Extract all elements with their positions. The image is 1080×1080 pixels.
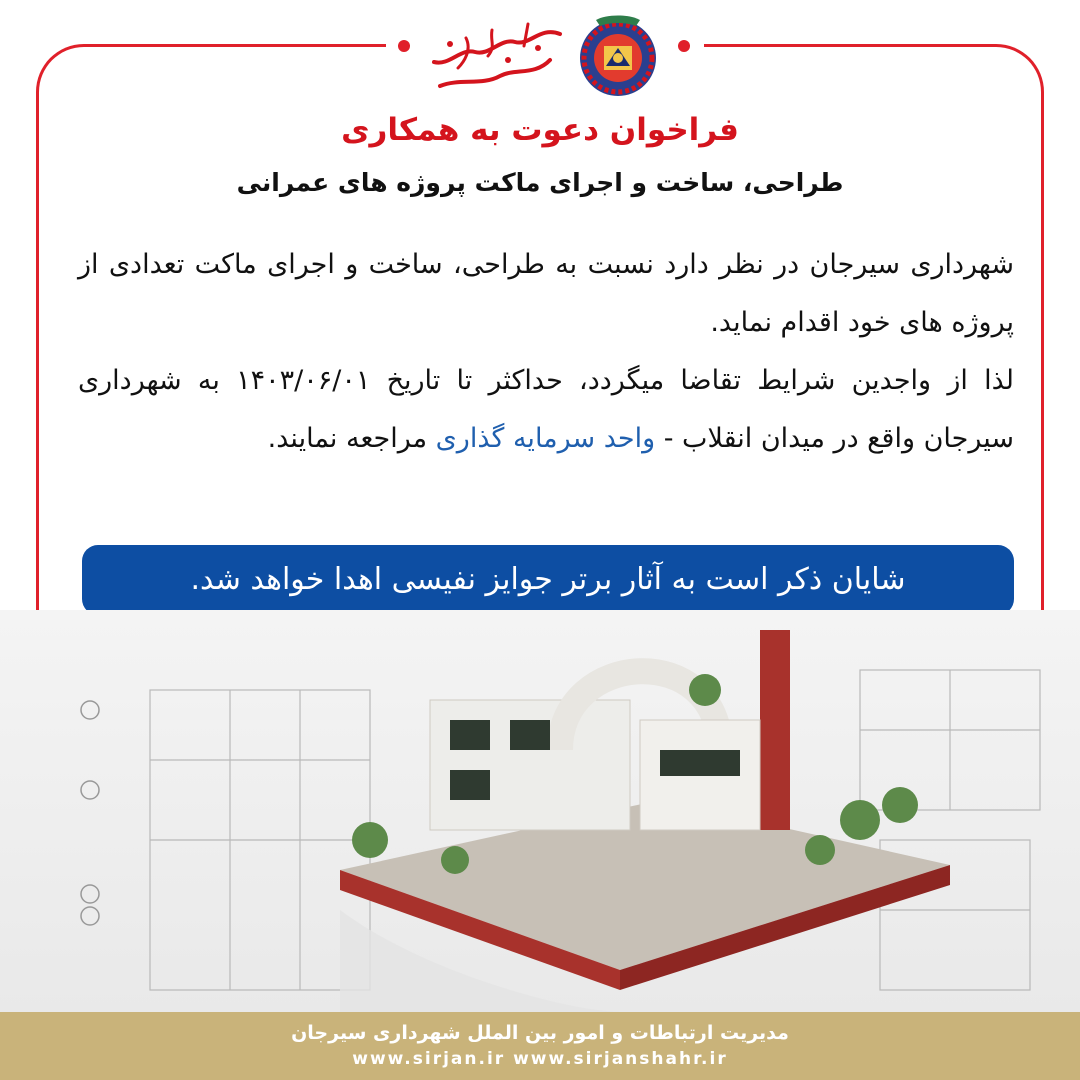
model-red-tower — [760, 630, 790, 830]
body-paragraph-2 — [78, 352, 1014, 468]
footer-bar — [0, 1012, 1080, 1080]
model-building-main — [430, 700, 630, 830]
sirjan-municipality-emblem-icon — [576, 12, 660, 100]
frame-dot-right — [678, 40, 690, 52]
investment-unit-highlight: واحد سرمایه گذاری — [435, 423, 656, 454]
footer-websites: www.sirjan.ir www.sirjanshahr.ir — [352, 1049, 728, 1069]
frame-dot-left — [398, 40, 410, 52]
prize-banner: شایان ذکر است به آثار برتر جوایز نفیسی اهدا خواهد شد. — [82, 545, 1014, 615]
page-subtitle: طراحی، ساخت و اجرای ماکت پروژه های عمرانی — [236, 168, 844, 197]
announcement-body — [78, 236, 1014, 468]
footer-department: مدیریت ارتباطات و امور بین الملل شهرداری سیرجان — [291, 1022, 789, 1044]
body-paragraph-1: شهرداری سیرجان در نظر دارد نسبت به طراحی، ساخت و اجرای ماکت تعدادی از پروژه های خود اقدام نماید. — [78, 249, 1014, 338]
page-title: فراخوان دعوت به همکاری — [341, 112, 739, 148]
body-paragraph-2-part-1: لذا از واجدین شرایط تقاضا میگردد، حداکثر تا تاریخ ۱۴۰۳/۰۶/۰۱ به شهرداری سیرجان واقع در میدان انقلاب - — [78, 365, 1014, 454]
logo-calligraphy — [420, 16, 570, 96]
architectural-model-illustration — [0, 610, 1080, 1012]
body-paragraph-2-part-2: مراجعه نمایند. — [267, 423, 436, 454]
municipality-logo — [420, 6, 660, 102]
